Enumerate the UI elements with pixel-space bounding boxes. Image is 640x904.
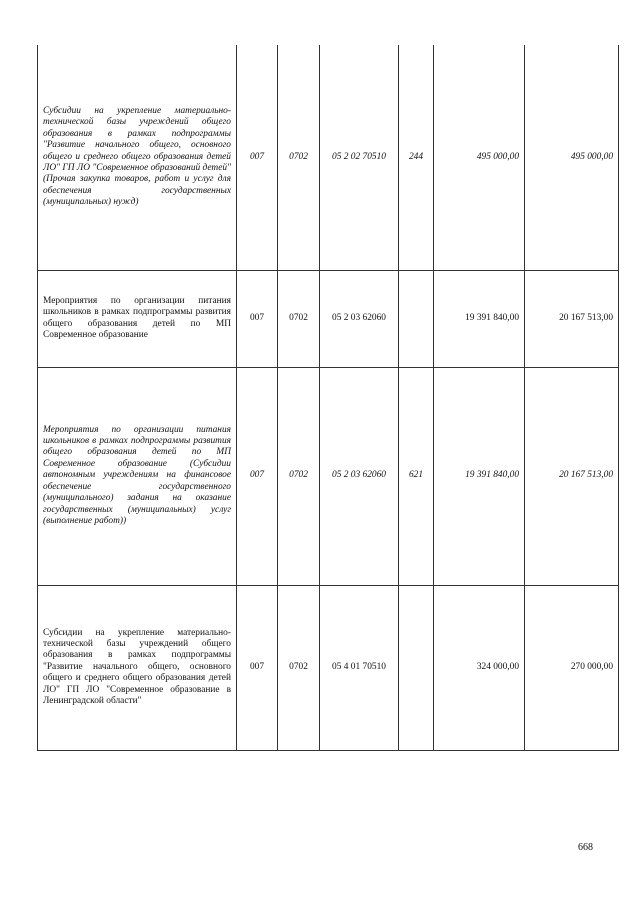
budget-table: [37, 45, 619, 751]
row-ved: 007: [237, 367, 278, 585]
row-name: Субсидии на укрепление материально-технической базы учреждений общего образования в рамках подпрограммы "Развитие начального общего, основного общего и среднего общего образования детей ЛО" ГП ЛО "Современное образований детей" (Прочая закупка товаров, работ и услуг для обеспечения государственных (муниципальных) нужд): [38, 45, 237, 270]
row-target: 05 2 03 62060: [320, 367, 399, 585]
row-target: 05 2 03 62060: [320, 270, 399, 367]
row-section: 0702: [278, 367, 320, 585]
row-sum-2: 270 000,00: [525, 585, 619, 750]
table-row: [38, 585, 619, 750]
row-sum-1: 19 391 840,00: [434, 367, 525, 585]
row-sum-2: 20 167 513,00: [525, 367, 619, 585]
row-sum-1: 19 391 840,00: [434, 270, 525, 367]
row-sum-1: 324 000,00: [434, 585, 525, 750]
row-section: 0702: [278, 585, 320, 750]
row-expense-type: [399, 585, 434, 750]
table-row: [38, 270, 619, 367]
row-ved: 007: [237, 585, 278, 750]
row-name: Мероприятия по организации питания школьников в рамках подпрограммы развития общего образования детей по МП Современное образование (Субсидии автономным учреждениям на финансовое обеспечение государственного (муниципального) задания на оказание государственных (муниципальных) услуг (выполнение работ)): [38, 367, 237, 585]
page-number: 668: [578, 842, 593, 853]
row-sum-2: 20 167 513,00: [525, 270, 619, 367]
table-row: [38, 45, 619, 270]
row-name: Субсидии на укрепление материально-технической базы учреждений общего образования в рамках подпрограммы "Развитие начального общего, основного общего и среднего общего образования детей ЛО" ГП ЛО "Современное образование в Ленинградской области": [38, 585, 237, 750]
row-sum-2: 495 000,00: [525, 45, 619, 270]
row-expense-type: 244: [399, 45, 434, 270]
table-row: [38, 367, 619, 585]
row-section: 0702: [278, 270, 320, 367]
row-name: Мероприятия по организации питания школьников в рамках подпрограммы развития общего образования детей по МП Современное образование: [38, 270, 237, 367]
row-ved: 007: [237, 270, 278, 367]
row-section: 0702: [278, 45, 320, 270]
row-target: 05 4 01 70510: [320, 585, 399, 750]
row-sum-1: 495 000,00: [434, 45, 525, 270]
row-expense-type: [399, 270, 434, 367]
row-ved: 007: [237, 45, 278, 270]
row-expense-type: 621: [399, 367, 434, 585]
row-target: 05 2 02 70510: [320, 45, 399, 270]
